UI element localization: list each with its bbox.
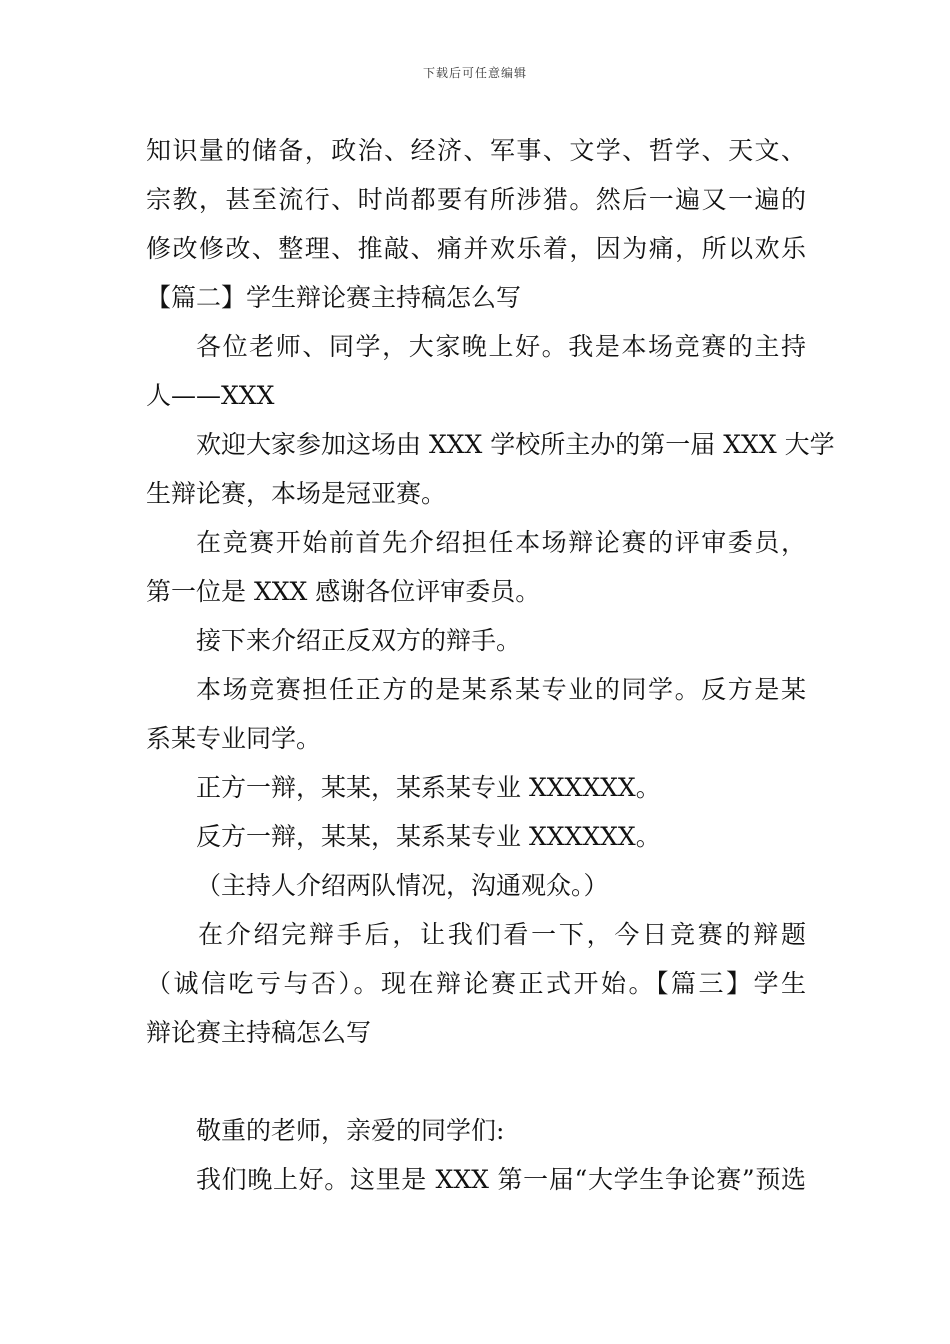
text-line: 我们晚上好。这里是 XXX 第一届“大学生争论赛”预选 — [196, 1165, 806, 1194]
text-line: （诚信吃亏与否）。现在辩论赛正式开始。【篇三】学生 — [146, 969, 806, 998]
text-line: 接下来介绍正反双方的辩手。 — [196, 626, 522, 655]
blank-line — [146, 1057, 806, 1106]
text-line: 人——XXX — [146, 381, 275, 410]
text-line: 反方一辩，某某，某系某专业 XXXXXX。 — [196, 822, 661, 851]
page-header-note: 下载后可任意编辑 — [422, 66, 527, 80]
text-line: 辩论赛主持稿怎么写 — [146, 1018, 372, 1047]
text-line: 在竞赛开始前首先介绍担任本场辩论赛的评审委员， — [196, 528, 806, 557]
text-line: 系某专业同学。 — [146, 724, 322, 753]
text-line: 修改修改、整理、推敲、痛并欢乐着，因为痛，所以欢乐 — [146, 234, 806, 263]
text-line: 欢迎大家参加这场由 XXX 学校所主办的第一届 XXX 大学 — [196, 430, 835, 459]
text-line: （主持人介绍两队情况，沟通观众。） — [196, 871, 609, 900]
section-heading: 【篇二】学生辩论赛主持稿怎么写 — [146, 283, 522, 312]
text-line: 第一位是 XXX 感谢各位评审委员。 — [146, 577, 541, 606]
text-line: 生辩论赛，本场是冠亚赛。 — [146, 479, 447, 508]
text-line: 宗教，甚至流行、时尚都要有所涉猎。然后一遍又一遍的 — [146, 185, 806, 214]
text-line: 本场竞赛担任正方的是某系某专业的同学。反方是某 — [196, 675, 806, 704]
text-line: 各位老师、同学，大家晚上好。我是本场竞赛的主持 — [196, 332, 806, 361]
document-body — [146, 126, 835, 1204]
text-line: 在介绍完辩手后，让我们看一下，今日竞赛的辩题 — [198, 920, 806, 949]
text-line: 正方一辩，某某，某系某专业 XXXXXX。 — [196, 773, 661, 802]
text-line: 知识量的储备，政治、经济、军事、文学、哲学、天文、 — [146, 136, 806, 165]
salutation-line: 敬重的老师，亲爱的同学们: — [196, 1116, 505, 1145]
